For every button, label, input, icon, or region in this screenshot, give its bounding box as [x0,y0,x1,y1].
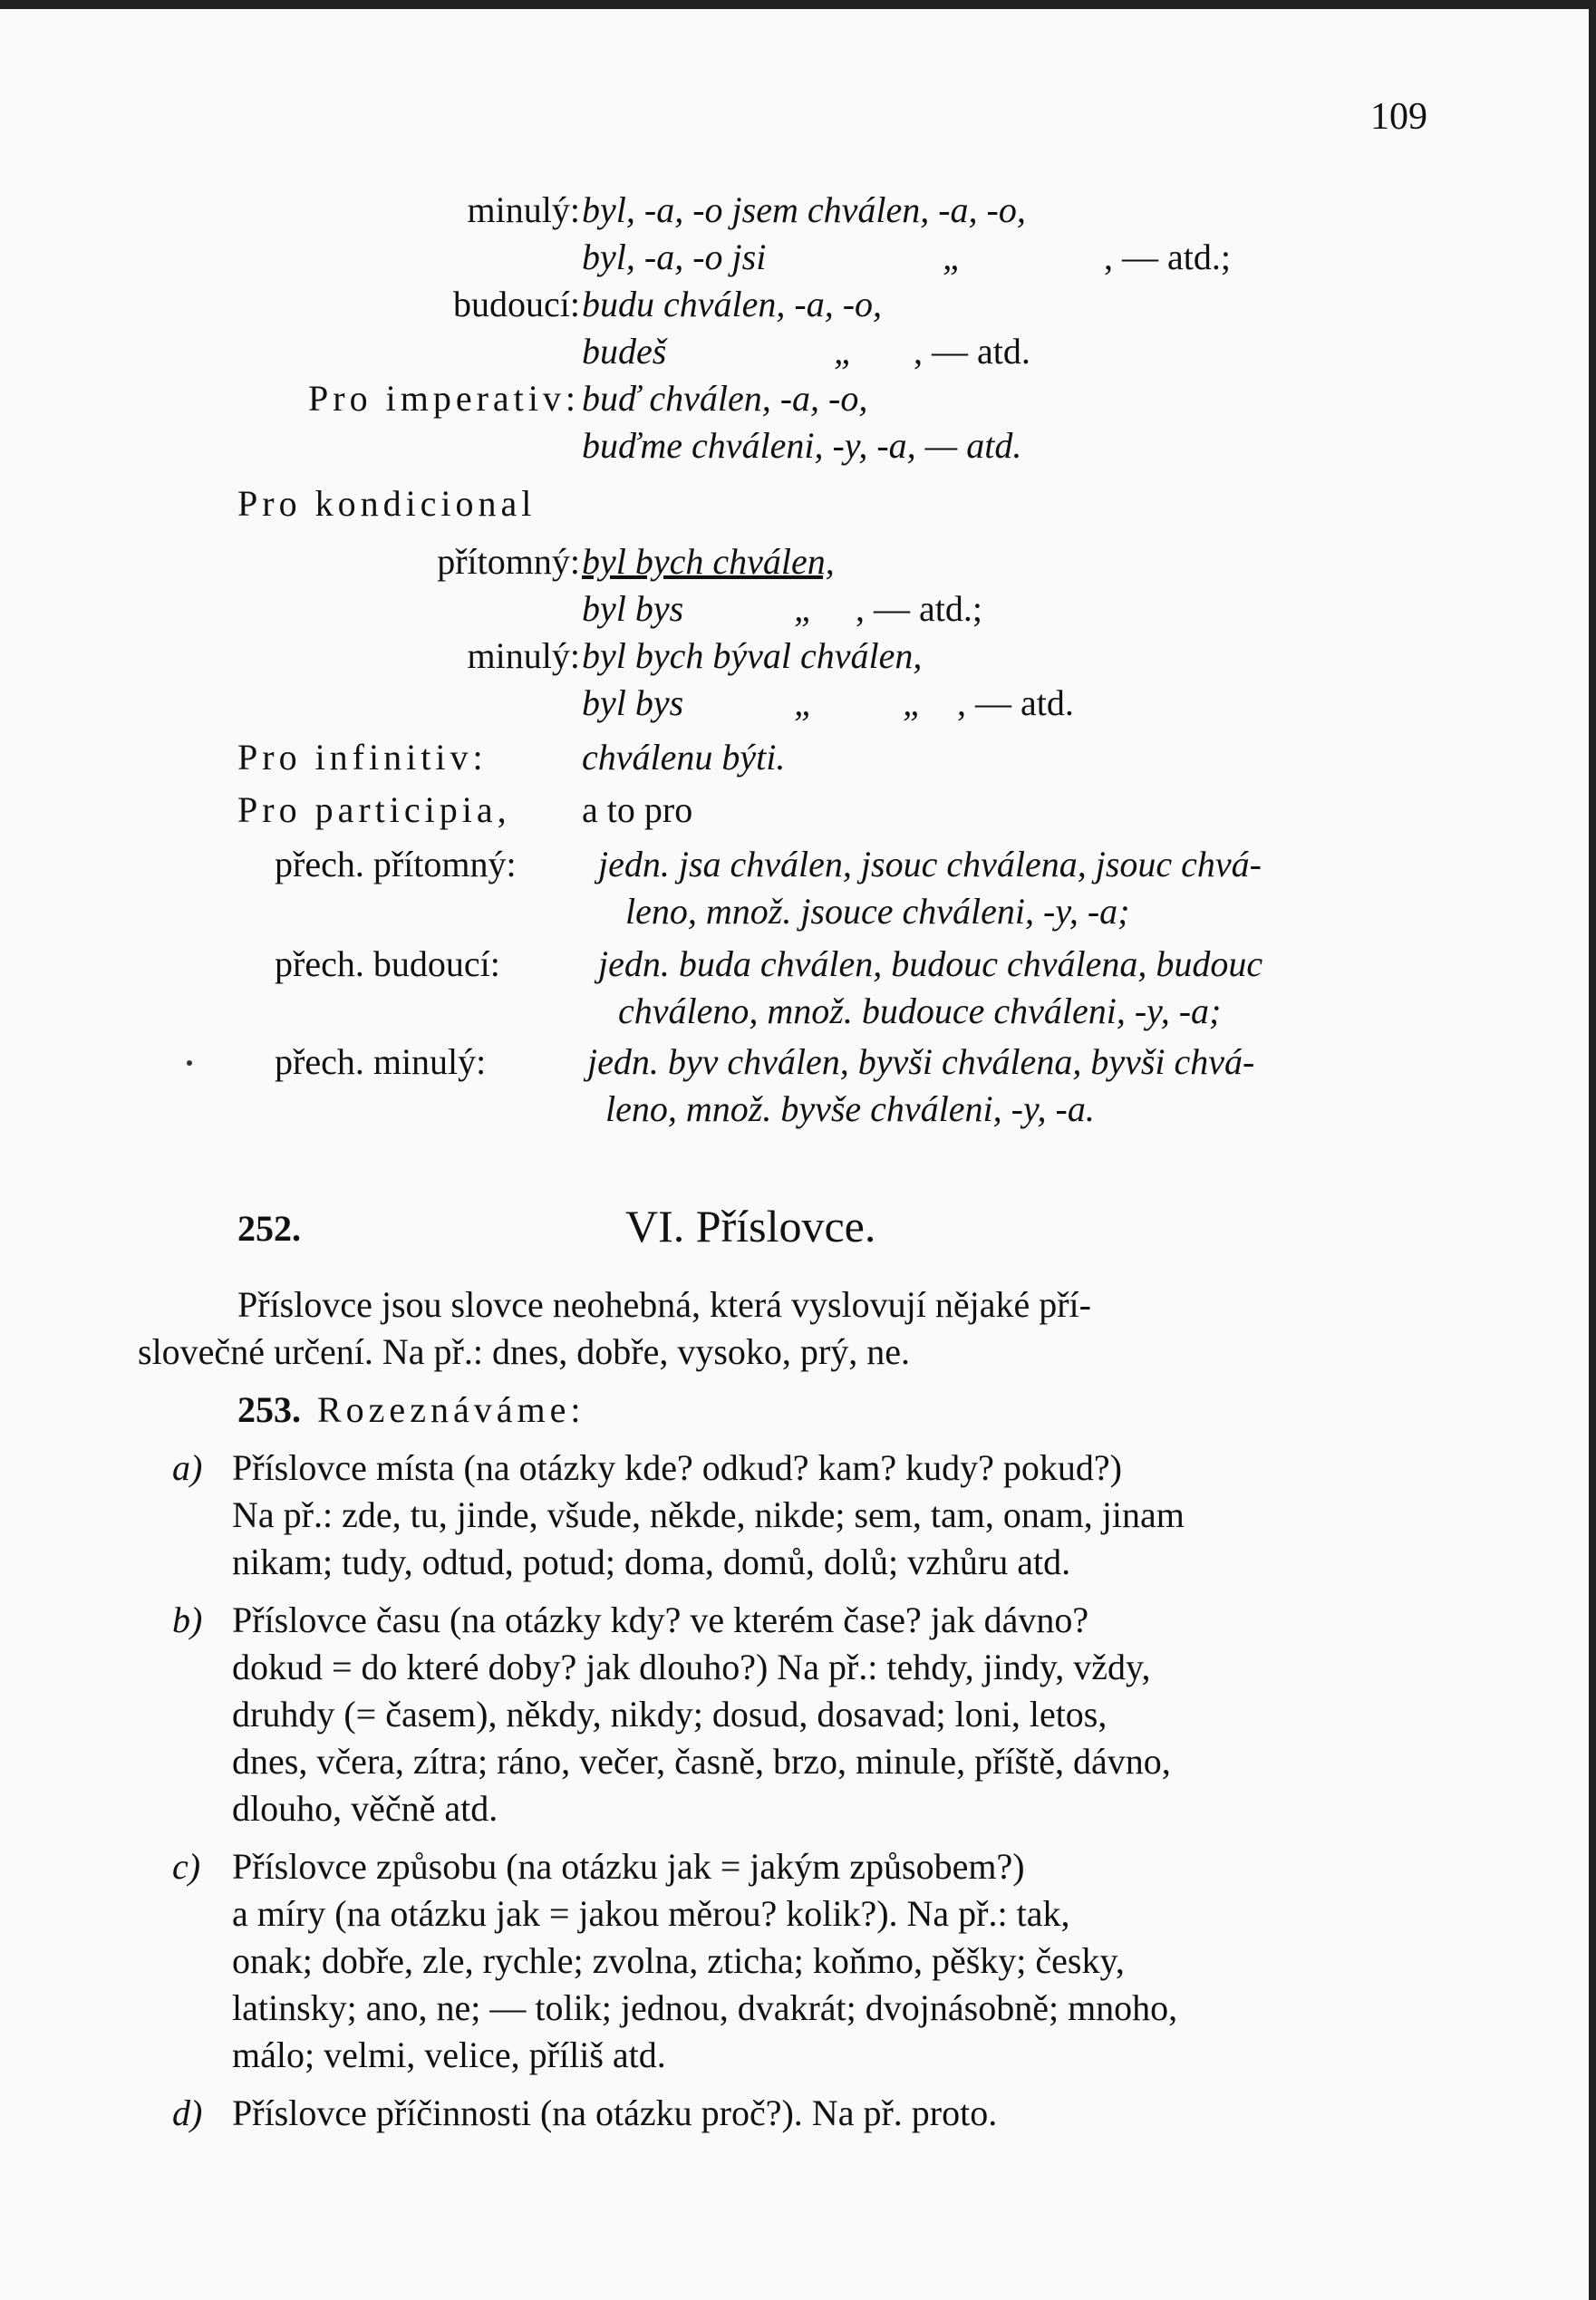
item-b-marker: b) [172,1599,203,1640]
minuly-line-2c: , — atd.; [1104,237,1231,277]
prech-pritomny-line-2: leno, množ. jsouce chváleni, -y, -a; [625,891,1130,932]
item-b-line-5: dlouho, věčně atd. [232,1788,498,1829]
item-d-marker: d) [172,2092,203,2133]
item-d-line-1: Příslovce příčinnosti (na otázku proč?). Na př. proto. [232,2092,998,2133]
item-a-line-3: nikam; tudy, odtud, potud; doma, domů, dolů; vzhůru atd. [232,1541,1071,1582]
pritomny-line-2b: „ [794,588,815,629]
label-prech-minuly: přech. minulý: [275,1041,487,1082]
paragraph-253-text: Rozeznáváme: [317,1389,585,1430]
pritomny-line-2c: , — atd.; [856,588,982,629]
label-imperativ: Pro imperativ: [308,378,580,419]
budouci-line-2c: , — atd. [914,331,1030,372]
label-prech-budouci: přech. budoucí: [275,943,500,984]
item-c-line-1: Příslovce způsobu (na otázku jak = jakým způsobem?) [232,1846,1025,1887]
section-title: VI. Příslovce. [625,1201,876,1251]
pritomny-line-1: byl bych chválen, [582,541,835,582]
kond-minuly-line-1: byl bych býval chválen, [582,635,923,676]
margin-mark [187,1060,192,1066]
label-infinitiv: Pro infinitiv: [237,737,488,778]
budouci-line-2a: budeš [582,331,667,372]
label-kond-minuly: minulý: [467,635,580,676]
item-a-marker: a) [172,1447,203,1488]
label-budouci: budoucí: [453,284,580,324]
kond-minuly-line-2c: „ [903,682,924,723]
prech-minuly-line-1: jedn. byv chválen, byvši chválena, byvši chvá- [587,1041,1255,1082]
item-a-line-1: Příslovce místa (na otázky kde? odkud? kam? kudy? pokud?) [232,1447,1122,1488]
item-a-line-2: Na př.: zde, tu, jinde, všude, někde, nikde; sem, tam, onam, jinam [232,1494,1185,1535]
item-c-marker: c) [172,1846,201,1887]
prech-budouci-line-2: chváleno, množ. budouce chváleni, -y, -a; [618,991,1222,1031]
item-b-line-2: dokud = do které doby? jak dlouho?) Na př.: tehdy, jindy, vždy, [232,1647,1151,1687]
label-prech-pritomny: přech. přítomný: [275,844,517,884]
pritomny-line-2a: byl bys [582,588,684,629]
item-c-line-4: latinsky; ano, ne; — tolik; jednou, dvakrát; dvojnásobně; mnoho, [232,1987,1178,2028]
minuly-line-1: byl, -a, -o jsem chválen, -a, -o, [582,189,1026,230]
budouci-line-2b: „ [834,331,855,372]
imperativ-line-1: buď chválen, -a, -o, [582,378,868,419]
prech-pritomny-line-1: jedn. jsa chválen, jsouc chválena, jsouc chvá- [598,844,1262,884]
intro-line-2: slovečné určení. Na př.: dnes, dobře, vysoko, prý, ne. [138,1331,910,1372]
item-c-line-5: málo; velmi, velice, příliš atd. [232,2034,666,2075]
minuly-line-2a: byl, -a, -o jsi [582,237,767,277]
paragraph-253-number: 253. [237,1389,301,1430]
intro-line-1: Příslovce jsou slovce neohebná, která vyslovují nějaké pří- [237,1284,1091,1325]
infinitiv-line-1: chválenu býti. [582,737,786,778]
imperativ-line-2: buďme chváleni, -y, -a, — atd. [582,425,1022,466]
kond-minuly-line-2a: byl bys [582,682,684,723]
item-b-line-4: dnes, včera, zítra; ráno, večer, časně, brzo, minule, příště, dávno, [232,1741,1171,1782]
kond-minuly-line-2d: , — atd. [957,682,1074,723]
minuly-line-2b: „ [943,237,963,277]
prech-minuly-line-2: leno, množ. byvše chváleni, -y, -a. [605,1088,1095,1129]
prech-budouci-line-1: jedn. buda chválen, budouc chválena, budouc [598,943,1263,984]
budouci-line-1: budu chválen, -a, -o, [582,284,883,324]
label-minuly: minulý: [467,189,580,230]
item-b-line-3: druhdy (= časem), někdy, nikdy; dosud, dosavad; loni, letos, [232,1694,1108,1735]
item-c-line-2: a míry (na otázku jak = jakou měrou? kolik?). Na př.: tak, [232,1893,1070,1934]
participia-line-1: a to pro [582,789,693,830]
label-pritomny: přítomný: [437,541,580,582]
item-c-line-3: onak; dobře, zle, rychle; zvolna, zticha; koňmo, pěšky; česky, [232,1940,1125,1981]
section-number: 252. [237,1208,301,1249]
kond-minuly-line-2b: „ [794,682,815,723]
label-kondicional: Pro kondicional [237,483,537,524]
item-b-line-1: Příslovce času (na otázky kdy? ve kterém čase? jak dávno? [232,1599,1089,1640]
label-participia: Pro participia, [237,789,511,830]
page-number: 109 [1370,96,1427,138]
